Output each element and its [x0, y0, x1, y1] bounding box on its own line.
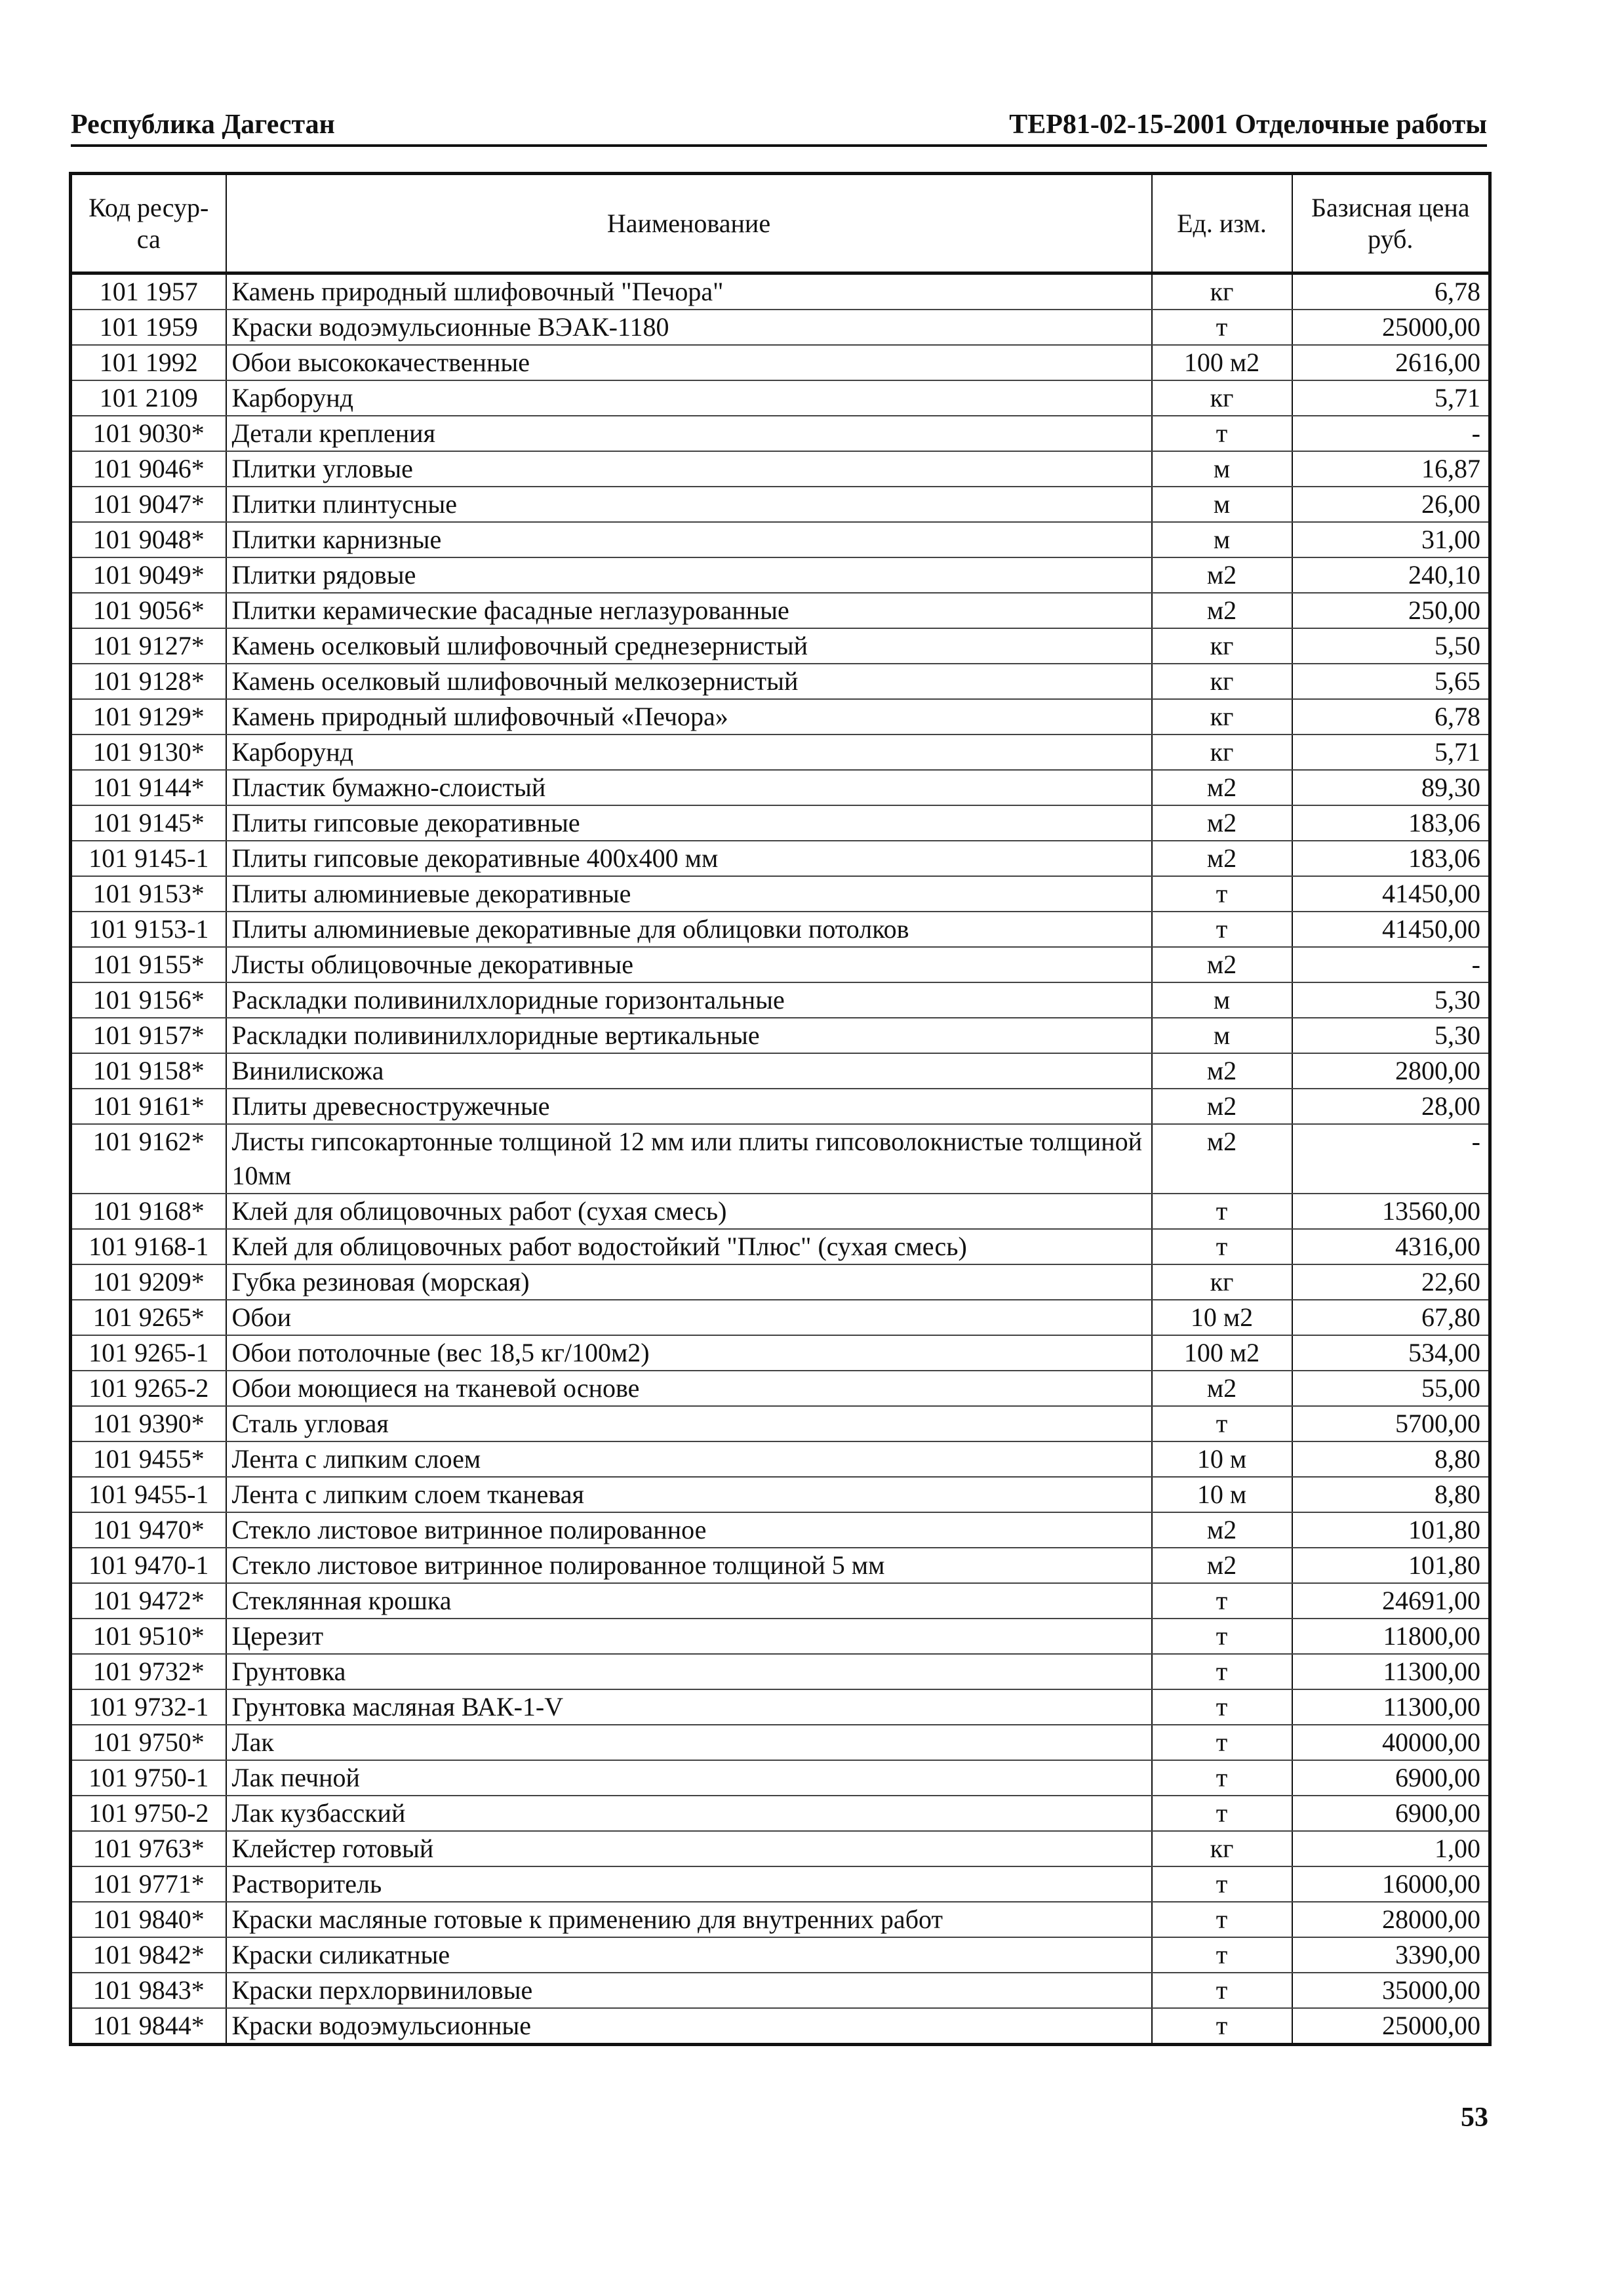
resource-code-cell: 101 9209* — [71, 1264, 226, 1300]
resource-name-cell: Краски водоэмульсионные ВЭАК-1180 — [226, 310, 1152, 345]
resource-name-cell: Плиты алюминиевые декоративные — [226, 876, 1152, 912]
resource-name-cell: Клей для облицовочных работ водостойкий "Плюс" (сухая смесь) — [226, 1229, 1152, 1264]
base-price-cell: - — [1292, 416, 1490, 451]
resource-name-cell: Карборунд — [226, 380, 1152, 416]
base-price-cell: 6900,00 — [1292, 1760, 1490, 1796]
unit-cell: м2 — [1152, 805, 1292, 841]
resource-name-cell: Грунтовка — [226, 1654, 1152, 1689]
unit-cell: т — [1152, 1689, 1292, 1725]
column-header-code — [71, 174, 226, 273]
table-row — [71, 1654, 1490, 1689]
resource-code-cell: 101 9162* — [71, 1124, 226, 1194]
resource-name-cell: Лак печной — [226, 1760, 1152, 1796]
table-row — [71, 770, 1490, 805]
base-price-cell: 5,30 — [1292, 1018, 1490, 1053]
resource-code-cell: 101 9158* — [71, 1053, 226, 1089]
unit-cell: м — [1152, 1018, 1292, 1053]
unit-cell: т — [1152, 310, 1292, 345]
table-row — [71, 1831, 1490, 1866]
resource-name-cell: Плиты алюминиевые декоративные для облицовки потолков — [226, 912, 1152, 947]
resource-code-cell: 101 9844* — [71, 2008, 226, 2045]
unit-cell: т — [1152, 1229, 1292, 1264]
unit-cell: т — [1152, 1725, 1292, 1760]
table-row — [71, 735, 1490, 770]
unit-cell: кг — [1152, 273, 1292, 310]
resource-name-cell: Краски водоэмульсионные — [226, 2008, 1152, 2045]
table-row — [71, 416, 1490, 451]
resource-code-cell: 101 9145-1 — [71, 841, 226, 876]
unit-cell: 100 м2 — [1152, 345, 1292, 380]
base-price-cell: 41450,00 — [1292, 912, 1490, 947]
resource-code-cell: 101 2109 — [71, 380, 226, 416]
base-price-cell: 8,80 — [1292, 1441, 1490, 1477]
resource-code-cell: 101 9750-2 — [71, 1796, 226, 1831]
resource-code-cell: 101 9049* — [71, 557, 226, 593]
resource-code-cell: 101 9128* — [71, 664, 226, 699]
resource-code-cell: 101 9047* — [71, 487, 226, 522]
table-row — [71, 1194, 1490, 1229]
table-row — [71, 912, 1490, 947]
resource-name-cell: Растворитель — [226, 1866, 1152, 1902]
table-row — [71, 1124, 1490, 1194]
unit-cell: м — [1152, 982, 1292, 1018]
resource-name-cell: Карборунд — [226, 735, 1152, 770]
table-body — [71, 273, 1490, 2045]
unit-cell: м — [1152, 522, 1292, 557]
unit-cell: 10 м2 — [1152, 1300, 1292, 1335]
resource-name-cell: Винилискожа — [226, 1053, 1152, 1089]
table-row — [71, 664, 1490, 699]
table-row — [71, 1902, 1490, 1937]
resource-code-cell: 101 9763* — [71, 1831, 226, 1866]
unit-cell: м2 — [1152, 1124, 1292, 1194]
resource-name-cell: Детали крепления — [226, 416, 1152, 451]
base-price-cell: 13560,00 — [1292, 1194, 1490, 1229]
unit-cell: т — [1152, 1194, 1292, 1229]
base-price-cell: 26,00 — [1292, 487, 1490, 522]
unit-cell: т — [1152, 1619, 1292, 1654]
column-header-code-line1: Код ресур- — [89, 192, 209, 222]
resource-code-cell: 101 9470-1 — [71, 1548, 226, 1583]
resource-code-cell: 101 9168-1 — [71, 1229, 226, 1264]
resource-code-cell: 101 9144* — [71, 770, 226, 805]
resource-name-cell: Обои моющиеся на тканевой основе — [226, 1371, 1152, 1406]
resource-code-cell: 101 9750-1 — [71, 1760, 226, 1796]
resource-name-cell: Лента с липким слоем — [226, 1441, 1152, 1477]
base-price-cell: 22,60 — [1292, 1264, 1490, 1300]
base-price-cell: 16,87 — [1292, 451, 1490, 487]
resource-name-cell: Плитки угловые — [226, 451, 1152, 487]
table-head — [71, 174, 1490, 273]
resource-name-cell: Камень природный шлифовочный «Печора» — [226, 699, 1152, 735]
unit-cell: т — [1152, 1973, 1292, 2008]
resource-code-cell: 101 9161* — [71, 1089, 226, 1124]
unit-cell: т — [1152, 876, 1292, 912]
column-header-unit: Ед. изм. — [1152, 174, 1292, 273]
table-row — [71, 1619, 1490, 1654]
table-row — [71, 1973, 1490, 2008]
table-row — [71, 982, 1490, 1018]
unit-cell: т — [1152, 1902, 1292, 1937]
table-row — [71, 805, 1490, 841]
unit-cell: м2 — [1152, 770, 1292, 805]
resource-code-cell: 101 9771* — [71, 1866, 226, 1902]
table-row — [71, 310, 1490, 345]
price-table — [69, 172, 1492, 2046]
unit-cell: м — [1152, 451, 1292, 487]
table-row — [71, 380, 1490, 416]
base-price-cell: 5,71 — [1292, 380, 1490, 416]
base-price-cell: 183,06 — [1292, 841, 1490, 876]
resource-code-cell: 101 9455-1 — [71, 1477, 226, 1512]
base-price-cell: 89,30 — [1292, 770, 1490, 805]
unit-cell: т — [1152, 1406, 1292, 1441]
resource-code-cell: 101 1959 — [71, 310, 226, 345]
unit-cell: м2 — [1152, 1548, 1292, 1583]
base-price-cell: 4316,00 — [1292, 1229, 1490, 1264]
unit-cell: кг — [1152, 628, 1292, 664]
resource-code-cell: 101 9046* — [71, 451, 226, 487]
resource-name-cell: Листы облицовочные декоративные — [226, 947, 1152, 982]
base-price-cell: 2800,00 — [1292, 1053, 1490, 1089]
resource-code-cell: 101 9168* — [71, 1194, 226, 1229]
table-row — [71, 947, 1490, 982]
base-price-cell: 28,00 — [1292, 1089, 1490, 1124]
resource-name-cell: Лак кузбасский — [226, 1796, 1152, 1831]
base-price-cell: 25000,00 — [1292, 310, 1490, 345]
table-row — [71, 345, 1490, 380]
base-price-cell: 534,00 — [1292, 1335, 1490, 1371]
base-price-cell: 41450,00 — [1292, 876, 1490, 912]
column-header-price-line1: Базисная цена — [1311, 192, 1470, 222]
page-number: 53 — [1461, 2103, 1488, 2133]
base-price-cell: 6,78 — [1292, 699, 1490, 735]
resource-code-cell: 101 9157* — [71, 1018, 226, 1053]
table-row — [71, 1689, 1490, 1725]
resource-code-cell: 101 9129* — [71, 699, 226, 735]
table-row — [71, 876, 1490, 912]
resource-name-cell: Камень оселковый шлифовочный среднезернистый — [226, 628, 1152, 664]
column-header-price-line2: руб. — [1368, 224, 1414, 254]
table-row — [71, 1406, 1490, 1441]
unit-cell: кг — [1152, 380, 1292, 416]
resource-name-cell: Церезит — [226, 1619, 1152, 1654]
header-document-title: ТЕР81-02-15-2001 Отделочные работы — [1009, 110, 1487, 140]
resource-name-cell: Плиты гипсовые декоративные — [226, 805, 1152, 841]
resource-name-cell: Камень природный шлифовочный "Печора" — [226, 273, 1152, 310]
base-price-cell: 25000,00 — [1292, 2008, 1490, 2045]
unit-cell: м2 — [1152, 593, 1292, 628]
base-price-cell: 1,00 — [1292, 1831, 1490, 1866]
unit-cell: м — [1152, 487, 1292, 522]
resource-code-cell: 101 9153-1 — [71, 912, 226, 947]
resource-name-cell: Лак — [226, 1725, 1152, 1760]
unit-cell: м2 — [1152, 1371, 1292, 1406]
resource-code-cell: 101 9156* — [71, 982, 226, 1018]
resource-name-cell: Стеклянная крошка — [226, 1583, 1152, 1619]
unit-cell: 100 м2 — [1152, 1335, 1292, 1371]
unit-cell: м2 — [1152, 841, 1292, 876]
table-row — [71, 1089, 1490, 1124]
resource-name-cell: Краски масляные готовые к применению для внутренних работ — [226, 1902, 1152, 1937]
table-row — [71, 1796, 1490, 1831]
base-price-cell: 67,80 — [1292, 1300, 1490, 1335]
table-row — [71, 1264, 1490, 1300]
base-price-cell: 35000,00 — [1292, 1973, 1490, 2008]
resource-name-cell: Плитки карнизные — [226, 522, 1152, 557]
unit-cell: кг — [1152, 735, 1292, 770]
resource-name-cell: Клей для облицовочных работ (сухая смесь) — [226, 1194, 1152, 1229]
unit-cell: кг — [1152, 1831, 1292, 1866]
resource-code-cell: 101 9472* — [71, 1583, 226, 1619]
table-row — [71, 1335, 1490, 1371]
unit-cell: м2 — [1152, 947, 1292, 982]
resource-code-cell: 101 9750* — [71, 1725, 226, 1760]
resource-code-cell: 101 9843* — [71, 1973, 226, 2008]
table-row — [71, 1300, 1490, 1335]
resource-code-cell: 101 9265* — [71, 1300, 226, 1335]
resource-name-cell: Сталь угловая — [226, 1406, 1152, 1441]
resource-name-cell: Губка резиновая (морская) — [226, 1264, 1152, 1300]
resource-code-cell: 101 9470* — [71, 1512, 226, 1548]
base-price-cell: 55,00 — [1292, 1371, 1490, 1406]
column-header-name: Наименование — [226, 174, 1152, 273]
resource-name-cell: Камень оселковый шлифовочный мелкозернистый — [226, 664, 1152, 699]
base-price-cell: 5,71 — [1292, 735, 1490, 770]
resource-name-cell: Грунтовка масляная ВАК-1-V — [226, 1689, 1152, 1725]
resource-code-cell: 101 9842* — [71, 1937, 226, 1973]
base-price-cell: 8,80 — [1292, 1477, 1490, 1512]
unit-cell: т — [1152, 1654, 1292, 1689]
column-header-price — [1292, 174, 1490, 273]
table-row — [71, 699, 1490, 735]
table-row — [71, 1477, 1490, 1512]
base-price-cell: 11300,00 — [1292, 1654, 1490, 1689]
unit-cell: м2 — [1152, 1512, 1292, 1548]
resource-code-cell: 101 9455* — [71, 1441, 226, 1477]
resource-code-cell: 101 9840* — [71, 1902, 226, 1937]
table-row — [71, 557, 1490, 593]
table-row — [71, 1548, 1490, 1583]
unit-cell: т — [1152, 1937, 1292, 1973]
base-price-cell: 183,06 — [1292, 805, 1490, 841]
unit-cell: т — [1152, 1583, 1292, 1619]
resource-code-cell: 101 9056* — [71, 593, 226, 628]
base-price-cell: 101,80 — [1292, 1548, 1490, 1583]
resource-name-cell: Листы гипсокартонные толщиной 12 мм или плиты гипсоволокнистые толщиной 10мм — [226, 1124, 1152, 1194]
resource-code-cell: 101 9265-1 — [71, 1335, 226, 1371]
table-row — [71, 451, 1490, 487]
resource-name-cell: Лента с липким слоем тканевая — [226, 1477, 1152, 1512]
table-row — [71, 273, 1490, 310]
unit-cell: т — [1152, 416, 1292, 451]
resource-code-cell: 101 9153* — [71, 876, 226, 912]
resource-code-cell: 101 1957 — [71, 273, 226, 310]
table-row — [71, 628, 1490, 664]
base-price-cell: 6900,00 — [1292, 1796, 1490, 1831]
unit-cell: м2 — [1152, 557, 1292, 593]
base-price-cell: 5,65 — [1292, 664, 1490, 699]
table-row — [71, 1866, 1490, 1902]
resource-code-cell: 101 9155* — [71, 947, 226, 982]
table-row — [71, 1937, 1490, 1973]
resource-code-cell: 101 9265-2 — [71, 1371, 226, 1406]
unit-cell: т — [1152, 912, 1292, 947]
unit-cell: м2 — [1152, 1089, 1292, 1124]
base-price-cell: 5,30 — [1292, 982, 1490, 1018]
table-row — [71, 1441, 1490, 1477]
base-price-cell: 11800,00 — [1292, 1619, 1490, 1654]
unit-cell: т — [1152, 1866, 1292, 1902]
base-price-cell: 2616,00 — [1292, 345, 1490, 380]
table-row — [71, 1512, 1490, 1548]
resource-name-cell: Плиты гипсовые декоративные 400х400 мм — [226, 841, 1152, 876]
base-price-cell: 240,10 — [1292, 557, 1490, 593]
table-row — [71, 2008, 1490, 2045]
resource-code-cell: 101 1992 — [71, 345, 226, 380]
resource-name-cell: Пластик бумажно-слоистый — [226, 770, 1152, 805]
base-price-cell: 31,00 — [1292, 522, 1490, 557]
base-price-cell: 16000,00 — [1292, 1866, 1490, 1902]
table-row — [71, 841, 1490, 876]
table-row — [71, 1018, 1490, 1053]
header-row — [71, 174, 1490, 273]
resource-name-cell: Краски перхлорвиниловые — [226, 1973, 1152, 2008]
column-header-code-line2: са — [136, 224, 161, 254]
base-price-cell: - — [1292, 947, 1490, 982]
table-row — [71, 1760, 1490, 1796]
page-header — [71, 98, 1487, 147]
table-row — [71, 593, 1490, 628]
resource-code-cell: 101 9030* — [71, 416, 226, 451]
unit-cell: кг — [1152, 699, 1292, 735]
base-price-cell: - — [1292, 1124, 1490, 1194]
header-region: Республика Дагестан — [71, 110, 335, 140]
base-price-cell: 24691,00 — [1292, 1583, 1490, 1619]
resource-name-cell: Раскладки поливинилхлоридные вертикальные — [226, 1018, 1152, 1053]
unit-cell: 10 м — [1152, 1441, 1292, 1477]
resource-name-cell: Плитки рядовые — [226, 557, 1152, 593]
resource-code-cell: 101 9130* — [71, 735, 226, 770]
resource-code-cell: 101 9390* — [71, 1406, 226, 1441]
base-price-cell: 3390,00 — [1292, 1937, 1490, 1973]
base-price-cell: 40000,00 — [1292, 1725, 1490, 1760]
table-row — [71, 522, 1490, 557]
resource-name-cell: Стекло листовое витринное полированное — [226, 1512, 1152, 1548]
resource-code-cell: 101 9732* — [71, 1654, 226, 1689]
resource-name-cell: Плиты древесностружечные — [226, 1089, 1152, 1124]
table-row — [71, 1725, 1490, 1760]
unit-cell: кг — [1152, 1264, 1292, 1300]
base-price-cell: 101,80 — [1292, 1512, 1490, 1548]
unit-cell: т — [1152, 2008, 1292, 2045]
unit-cell: т — [1152, 1796, 1292, 1831]
unit-cell: т — [1152, 1760, 1292, 1796]
resource-name-cell: Обои высококачественные — [226, 345, 1152, 380]
base-price-cell: 28000,00 — [1292, 1902, 1490, 1937]
table-row — [71, 1583, 1490, 1619]
resource-code-cell: 101 9048* — [71, 522, 226, 557]
unit-cell: 10 м — [1152, 1477, 1292, 1512]
unit-cell: кг — [1152, 664, 1292, 699]
base-price-cell: 5,50 — [1292, 628, 1490, 664]
base-price-cell: 6,78 — [1292, 273, 1490, 310]
resource-code-cell: 101 9127* — [71, 628, 226, 664]
resource-code-cell: 101 9145* — [71, 805, 226, 841]
table-row — [71, 1053, 1490, 1089]
resource-name-cell: Обои потолочные (вес 18,5 кг/100м2) — [226, 1335, 1152, 1371]
table-row — [71, 1229, 1490, 1264]
resource-name-cell: Обои — [226, 1300, 1152, 1335]
resource-code-cell: 101 9510* — [71, 1619, 226, 1654]
base-price-cell: 11300,00 — [1292, 1689, 1490, 1725]
resource-name-cell: Краски силикатные — [226, 1937, 1152, 1973]
base-price-cell: 5700,00 — [1292, 1406, 1490, 1441]
resource-name-cell: Клейстер готовый — [226, 1831, 1152, 1866]
resource-code-cell: 101 9732-1 — [71, 1689, 226, 1725]
resource-name-cell: Плитки керамические фасадные неглазурованные — [226, 593, 1152, 628]
table-row — [71, 487, 1490, 522]
resource-name-cell: Раскладки поливинилхлоридные горизонтальные — [226, 982, 1152, 1018]
unit-cell: м2 — [1152, 1053, 1292, 1089]
resource-name-cell: Плитки плинтусные — [226, 487, 1152, 522]
resource-name-cell: Стекло листовое витринное полированное толщиной 5 мм — [226, 1548, 1152, 1583]
table-row — [71, 1371, 1490, 1406]
base-price-cell: 250,00 — [1292, 593, 1490, 628]
